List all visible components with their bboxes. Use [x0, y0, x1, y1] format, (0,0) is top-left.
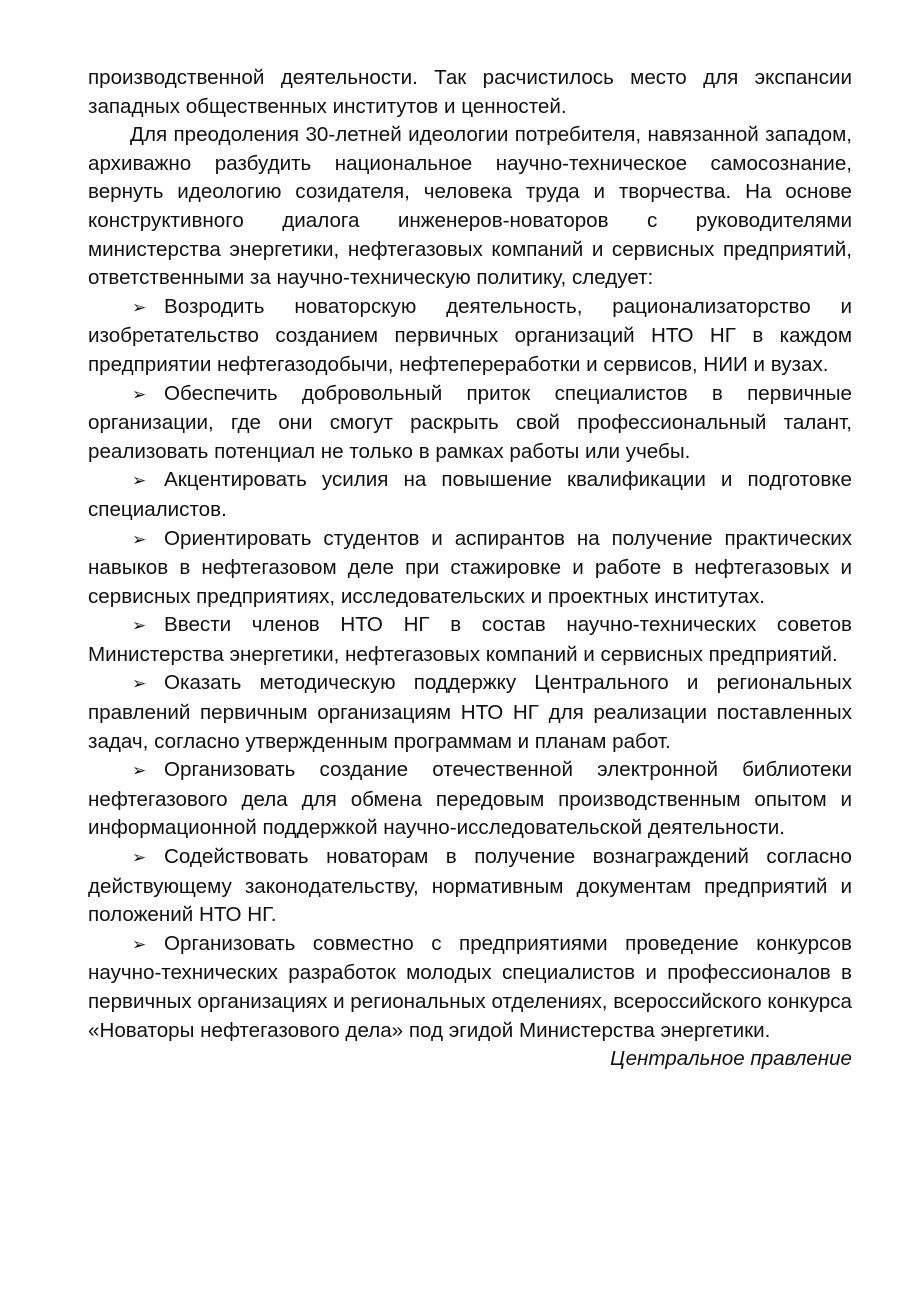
bullet-item — [88, 466, 852, 524]
arrowhead-bullet-icon: ➢ — [132, 384, 147, 404]
bullet-text: Содействовать новаторам в получение вознаграждений согласно действующему законодательству, нормативным документам предприятий и положений НТО НГ. — [88, 845, 852, 927]
arrowhead-bullet-icon: ➢ — [132, 761, 147, 781]
bullet-item — [88, 380, 852, 467]
arrowhead-bullet-icon: ➢ — [132, 674, 147, 694]
document-page — [88, 64, 852, 1074]
bullet-item — [88, 756, 852, 843]
arrowhead-bullet-icon: ➢ — [132, 471, 147, 491]
bullet-item — [88, 669, 852, 756]
signature: Центральное правление — [610, 1047, 852, 1071]
arrowhead-bullet-icon: ➢ — [132, 529, 147, 549]
arrowhead-bullet-icon: ➢ — [132, 616, 147, 636]
bullet-text: Возродить новаторскую деятельность, рационализаторство и изобретательство созданием первичных организаций НТО НГ в каждом предприятии нефтегазодобычи, нефтепереработки и сервисов, НИИ и вузах. — [88, 294, 852, 376]
bullet-text: Обеспечить добровольный приток специалистов в первичные организации, где они смогут раскрыть свой профессиональный талант, реализовать потенциал не только в рамках работы или учебы. — [88, 381, 852, 463]
bullet-item — [88, 293, 852, 380]
paragraph-intro: Для преодоления 30-летней идеологии потребителя, навязанной западом, архиважно разбудить национальное научно-техническое самосознание, вернуть идеологию созидателя, человека труда и творчества. На основе конструктивного диалога инженеров-новаторов с руководителями министерства энергетики, нефтегазовых компаний и сервисных предприятий, ответственными за научно-техническую политику, следует: — [88, 123, 852, 290]
bullet-text: Ориентировать студентов и аспирантов на получение практических навыков в нефтегазовом деле при стажировке и работе в нефтегазовых и сервисных предприятиях, исследовательских и проектных институтах. — [88, 526, 852, 608]
bullet-text: Оказать методическую поддержку Центрального и региональных правлений первичным организациям НТО НГ для реализации поставленных задач, согласно утвержденным программам и планам работ. — [88, 671, 852, 753]
bullet-text: Ввести членов НТО НГ в состав научно-технических советов Министерства энергетики, нефтегазовых компаний и сервисных предприятий. — [88, 613, 852, 666]
arrowhead-bullet-icon: ➢ — [132, 297, 147, 317]
arrowhead-bullet-icon: ➢ — [132, 848, 147, 868]
paragraph-continuation: производственной деятельности. Так расчистилось место для экспансии западных общественных институтов и ценностей. — [88, 66, 852, 118]
bullet-text: Организовать совместно с предприятиями проведение конкурсов научно-технических разработок молодых специалистов и профессионалов в первичных организациях и региональных отделениях, всероссийского конкурса «Новаторы нефтегазового дела» под эгидой Министерства энергетики. — [88, 931, 852, 1042]
bullet-item — [88, 611, 852, 669]
bullet-item — [88, 930, 852, 1045]
bullet-text: Организовать создание отечественной электронной библиотеки нефтегазового дела для обмена передовым производственным опытом и информационной поддержкой научно-исследовательской деятельности. — [88, 758, 852, 840]
bullet-item — [88, 843, 852, 930]
bullet-item — [88, 525, 852, 612]
arrowhead-bullet-icon: ➢ — [132, 934, 147, 954]
bullet-text: Акцентировать усилия на повышение квалификации и подготовке специалистов. — [88, 468, 852, 521]
